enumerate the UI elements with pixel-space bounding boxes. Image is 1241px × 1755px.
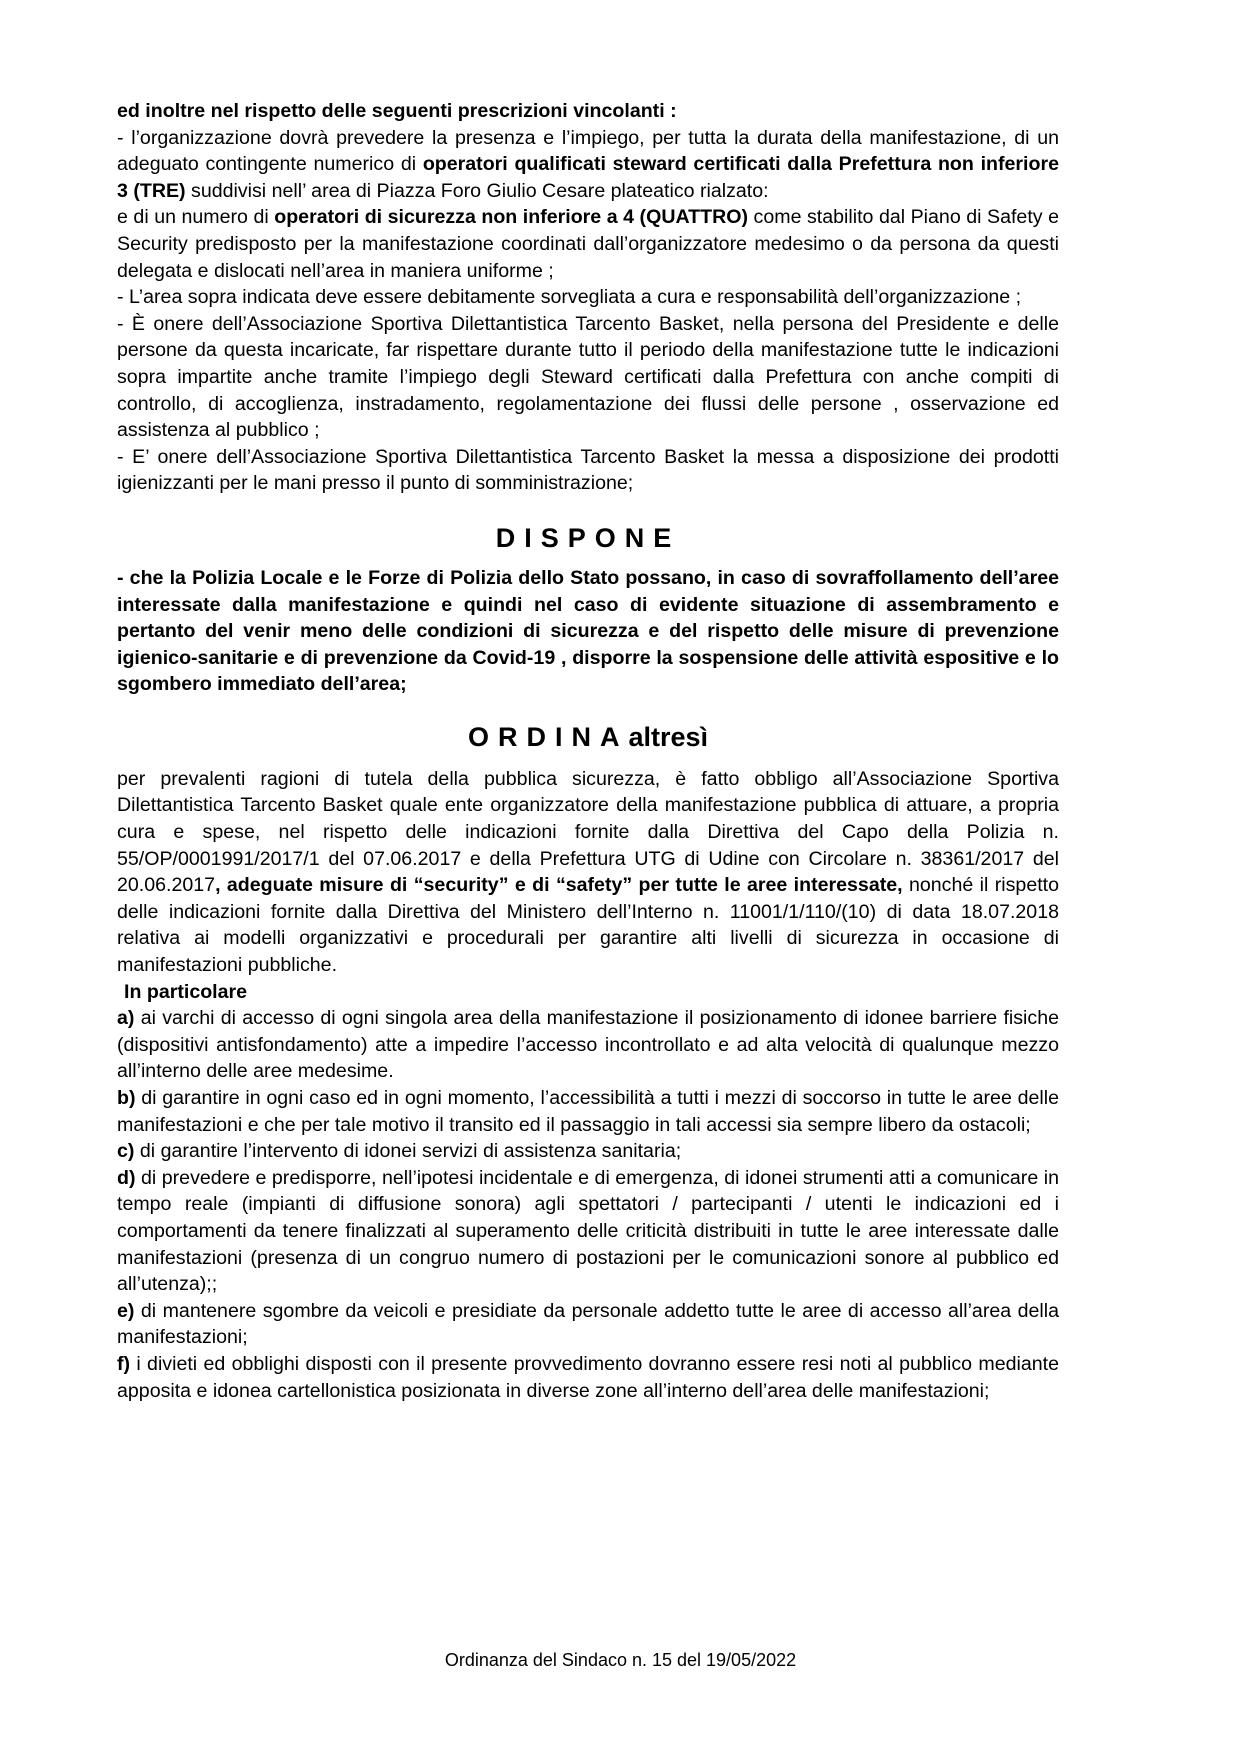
intro-p1-text-a: - l’organizzazione dovrà prevedere la presenza e l’impiego, per tutta la durata della manifestazione, di un adeguato contingente numerico di <box>117 126 1059 176</box>
intro-p2-text-c: come stabilito dal Piano di Safety e Security predisposto per la manifestazione coordinati dall’organizzatore medesimo o da persona da questi delegata e dislocati nell’area in maniera uniforme ; <box>117 206 1059 282</box>
list-item-c <box>117 1138 1059 1165</box>
ordina-p1-text-bold: , adeguate misure di “security” e di “safety” per tutte le aree interessate, <box>215 874 903 897</box>
intro-p1-text-c: suddivisi nell’ area di Piazza Foro Giulio Cesare plateatico rialzato: <box>185 179 769 202</box>
list-item-d <box>117 1165 1059 1298</box>
list-item-label: d) <box>117 1166 136 1189</box>
list-item-text: di garantire l’intervento di idonei servizi di assistenza sanitaria; <box>134 1140 682 1163</box>
list-item-text: ai varchi di accesso di ogni singola area della manifestazione il posizionamento di idonee barriere fisiche (dispositivi antisfondamento) atte a impedire l’accesso incontrollato e ad alta velocità di qualunque mezzo all’interno delle aree medesime. <box>117 1007 1059 1083</box>
ordina-heading-spaced: ORDINA <box>467 721 629 752</box>
ordina-heading-rest: altresì <box>628 721 709 752</box>
list-item-f <box>117 1351 1059 1404</box>
ordina-subheading: In particolare <box>124 980 248 1003</box>
intro-p2-text-a: e di un numero di <box>117 206 275 229</box>
ordina-p1-text-a: per prevalenti ragioni di tutela della pubblica sicurezza, è fatto obbligo all’Associazione Sportiva Dilettantistica Tarcento Basket quale ente organizzatore della manifestazione pubblica di attuare, a propria cura e spese, nel rispetto delle indicazioni fornite dalla Direttiva del Capo della Polizia n. 55/OP/0001991/2017/1 del 07.06.2017 e della Prefettura UTG di Udine con Circolare n. 38361/2017 del 20.06.2017 <box>117 767 1059 897</box>
list-item-text: di prevedere e predisporre, nell’ipotesi incidentale e di emergenza, di idonei strumenti atti a comunicare in tempo reale (impianti di diffusione sonora) agli spettatori / partecipanti / utenti le indicazioni ed i comportamenti da tenere finalizzati al superamento delle criticità distribuiti in tutte le aree interessate dalle manifestazioni (presenza di un congruo numero di postazioni per le comunicazioni sonore al pubblico ed all’utenza);; <box>117 1166 1059 1296</box>
intro-paragraph-5: - E’ onere dell’Associazione Sportiva Dilettantistica Tarcento Basket la messa a disposizione dei prodotti igienizzanti per le mani presso il punto di somministrazione; <box>117 445 1059 495</box>
list-item-b <box>117 1085 1059 1138</box>
intro-paragraph-3: - L’area sopra indicata deve essere debitamente sorvegliata a cura e responsabilità dell’organizzazione ; <box>117 286 1022 309</box>
intro-paragraph-2 <box>117 204 1059 284</box>
dispone-heading: DISPONE <box>495 522 681 553</box>
list-item-label: e) <box>117 1299 135 1322</box>
dispone-text: - che la Polizia Locale e le Forze di Polizia dello Stato possano, in caso di sovraffollamento dell’aree interessate dalla manifestazione e quindi nel caso di evidente situazione di assembramento e pertanto del venir meno delle condizioni di sicurezza e del rispetto delle misure di prevenzione igienico-sanitarie e di prevenzione da Covid-19 , disporre la sospensione delle attività espositive e lo sgombero immediato dell’area; <box>117 566 1059 696</box>
list-item-label: a) <box>117 1007 135 1030</box>
intro-paragraph-1 <box>117 125 1059 205</box>
list-item-e <box>117 1298 1059 1351</box>
intro-paragraph-4: - È onere dell’Associazione Sportiva Dilettantistica Tarcento Basket, nella persona del Presidente e delle persone da questa incaricate, far rispettare durante tutto il periodo della manifestazione tutte le indicazioni sopra impartite anche tramite l’impiego degli Steward certificati dalla Prefettura con anche compiti di controllo, di accoglienza, instradamento, regolamentazione dei flussi delle persone , osservazione ed assistenza al pubblico ; <box>117 312 1059 442</box>
list-item-text: di mantenere sgombre da veicoli e presidiate da personale addetto tutte le aree di accesso all’area della manifestazioni; <box>117 1299 1059 1349</box>
ordina-p1-text-c: nonché il rispetto delle indicazioni fornite dalla Direttiva del Ministero dell’Interno n. 11001/1/110/(10) di data 18.07.2018 relativa ai modelli organizzativi e procedurali per garantire alti livelli di sicurezza in occasione di manifestazioni pubbliche. <box>117 874 1060 977</box>
page-footer: Ordinanza del Sindaco n. 15 del 19/05/2022 <box>444 1650 797 1670</box>
ordina-paragraph-1 <box>117 766 1059 979</box>
document-page <box>117 98 1059 1404</box>
list-item-a <box>117 1005 1059 1085</box>
list-item-label: b) <box>117 1087 136 1109</box>
intro-p1-text-bold: operatori qualificati steward certificati dalla Prefettura non inferiore 3 (TRE) <box>117 153 1059 202</box>
list-item-text: i divieti ed obblighi disposti con il presente provvedimento dovranno essere resi noti al pubblico mediante apposita e idonea cartellonistica posizionata in diverse zone all’interno dell’area delle manifestazioni; <box>117 1352 1059 1402</box>
list-item-text: di garantire in ogni caso ed in ogni momento, l’accessibilità a tutti i mezzi di soccorso in tutte le aree delle manifestazioni e che per tale motivo il transito ed il passaggio in tali accessi sia sempre libero da ostacoli; <box>117 1087 1059 1136</box>
ordina-heading <box>117 720 1059 754</box>
list-item-label: f) <box>117 1352 131 1375</box>
intro-title: ed inoltre nel rispetto delle seguenti prescrizioni vincolanti : <box>117 100 677 122</box>
intro-p2-text-bold: operatori di sicurezza non inferiore a 4 (QUATTRO) <box>274 206 749 229</box>
list-item-label: c) <box>117 1140 135 1163</box>
